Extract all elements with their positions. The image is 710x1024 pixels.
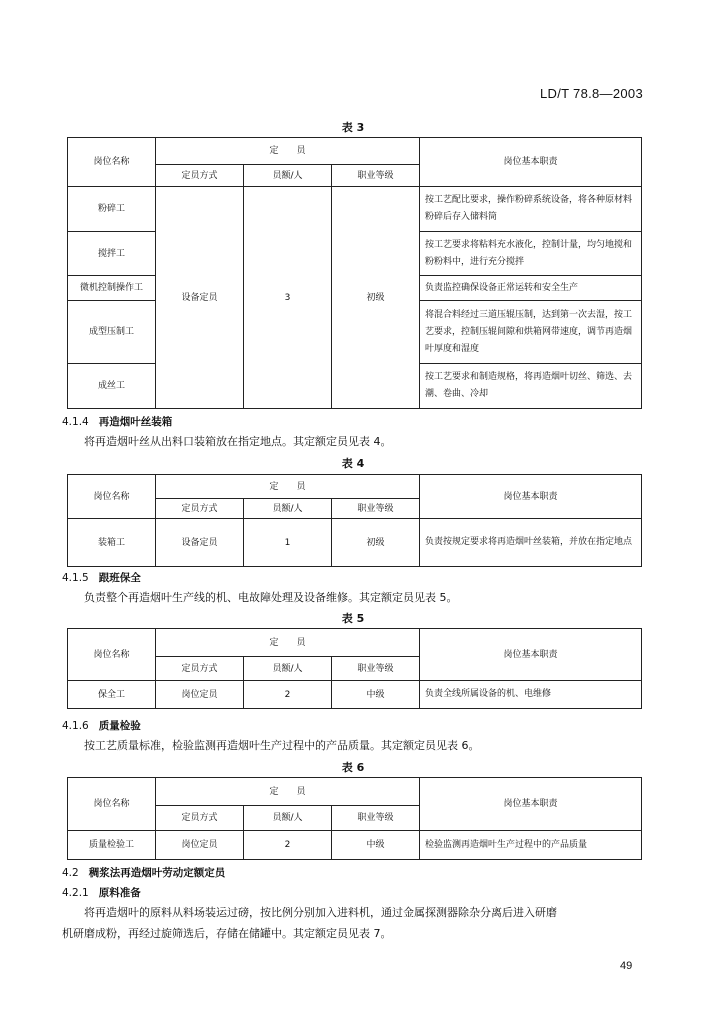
section-4-2-1-line1: 将再造烟叶的原料从料场装运过磅，按比例分别加入进料机，通过金属探测器除杂分离后进入研磨 — [84, 906, 557, 919]
table3-level: 初级 — [332, 187, 420, 409]
table6-level: 中级 — [332, 831, 420, 860]
table3-header-quota: 定 员 — [156, 138, 420, 165]
section-4-2-1 — [62, 885, 141, 900]
table4-header-duty: 岗位基本职责 — [420, 475, 642, 519]
section-4-1-4 — [62, 414, 172, 429]
section-4-1-6-text: 按工艺质量标准，检验监测再造烟叶生产过程中的产品质量。其定额定员见表 6。 — [84, 739, 480, 752]
table3-caption: 表 3 — [341, 121, 365, 134]
table3-header-method: 定员方式 — [156, 165, 244, 187]
table4-position: 装箱工 — [68, 519, 156, 567]
table5-header-quota: 定 员 — [156, 629, 420, 657]
table6-header-duty: 岗位基本职责 — [420, 778, 642, 831]
section-4-1-6-title: 质量检验 — [98, 720, 141, 732]
table4-level: 初级 — [332, 519, 420, 567]
table3-row1-duty: 按工艺配比要求，操作粉碎系统设备，将各种原材料粉碎后存入储料筒 — [420, 187, 642, 232]
table5-count: 2 — [244, 681, 332, 709]
section-4-1-5-title: 跟班保全 — [98, 572, 141, 584]
section-4-2-number: 4.2 — [62, 867, 79, 879]
section-4-2-title: 稠浆法再造烟叶劳动定额定员 — [88, 867, 226, 879]
table6-count: 2 — [244, 831, 332, 860]
table5-header-count: 员额/人 — [244, 657, 332, 681]
section-4-1-6-number: 4.1.6 — [62, 720, 89, 732]
table3-row4-position: 成型压制工 — [68, 301, 156, 364]
table3-row2-position: 搅拌工 — [68, 232, 156, 276]
table4-duty: 负责按规定要求将再造烟叶丝装箱，并放在指定地点 — [420, 519, 642, 567]
section-4-1-4-number: 4.1.4 — [62, 416, 89, 428]
table5-header-method: 定员方式 — [156, 657, 244, 681]
table4-header-position: 岗位名称 — [68, 475, 156, 519]
table5-caption: 表 5 — [341, 612, 365, 625]
table3-row3-duty: 负责监控确保设备正常运转和安全生产 — [420, 276, 642, 301]
table3-header-duty: 岗位基本职责 — [420, 138, 642, 187]
table4-method: 设备定员 — [156, 519, 244, 567]
table3-header-position: 岗位名称 — [68, 138, 156, 187]
table4 — [67, 474, 642, 567]
table4-header-quota: 定 员 — [156, 475, 420, 499]
standard-number: LD/T 78.8—2003 — [540, 86, 643, 101]
table3-row5-duty: 按工艺要求和制造规格，将再造烟叶切丝、筛选、去潮、卷曲、冷却 — [420, 364, 642, 409]
table6-caption: 表 6 — [341, 761, 365, 774]
section-4-2 — [62, 865, 225, 880]
section-4-1-5-number: 4.1.5 — [62, 572, 89, 584]
table6-header-method: 定员方式 — [156, 806, 244, 831]
table3-header-count: 员额/人 — [244, 165, 332, 187]
table3 — [67, 137, 642, 409]
table3-count: 3 — [244, 187, 332, 409]
table5 — [67, 628, 642, 709]
table4-header-count: 员额/人 — [244, 499, 332, 519]
table3-row4-duty: 将混合料经过三道压辊压制，达到第一次去湿，按工艺要求，控制压辊间隙和烘箱网带速度，调节再造烟叶厚度和湿度 — [420, 301, 642, 364]
table4-header-method: 定员方式 — [156, 499, 244, 519]
table6-method: 岗位定员 — [156, 831, 244, 860]
table3-row3-position: 微机控制操作工 — [68, 276, 156, 301]
section-4-1-5 — [62, 570, 141, 585]
section-4-2-1-number: 4.2.1 — [62, 887, 89, 899]
table3-method: 设备定员 — [156, 187, 244, 409]
table4-header-level: 职业等级 — [332, 499, 420, 519]
section-4-1-6 — [62, 718, 141, 733]
table3-row1-position: 粉碎工 — [68, 187, 156, 232]
table5-duty: 负责全线所属设备的机、电维修 — [420, 681, 642, 709]
table4-count: 1 — [244, 519, 332, 567]
table6-position: 质量检验工 — [68, 831, 156, 860]
table3-row5-position: 成丝工 — [68, 364, 156, 409]
table5-level: 中级 — [332, 681, 420, 709]
table5-header-level: 职业等级 — [332, 657, 420, 681]
table3-header-level: 职业等级 — [332, 165, 420, 187]
page-number: 49 — [620, 960, 633, 972]
section-4-2-1-line2: 机研磨成粉，再经过旋筛选后，存储在储罐中。其定额定员见表 7。 — [62, 927, 392, 940]
section-4-1-5-text: 负责整个再造烟叶生产线的机、电故障处理及设备维修。其定额定员见表 5。 — [84, 591, 458, 604]
table4-caption: 表 4 — [341, 457, 365, 470]
table3-row2-duty: 按工艺要求将粘料充水液化，控制计量，均匀地搅和粉粉料中，进行充分搅拌 — [420, 232, 642, 276]
table5-position: 保全工 — [68, 681, 156, 709]
table6-header-count: 员额/人 — [244, 806, 332, 831]
table5-header-position: 岗位名称 — [68, 629, 156, 681]
table5-header-duty: 岗位基本职责 — [420, 629, 642, 681]
table6-header-position: 岗位名称 — [68, 778, 156, 831]
table6-header-quota: 定 员 — [156, 778, 420, 806]
section-4-1-4-title: 再造烟叶丝装箱 — [98, 416, 173, 428]
section-4-2-1-title: 原料准备 — [98, 887, 141, 899]
table6-header-level: 职业等级 — [332, 806, 420, 831]
table6 — [67, 777, 642, 860]
table5-method: 岗位定员 — [156, 681, 244, 709]
table6-duty: 检验监测再造烟叶生产过程中的产品质量 — [420, 831, 642, 860]
section-4-1-4-text: 将再造烟叶丝从出料口装箱放在指定地点。其定额定员见表 4。 — [84, 435, 392, 448]
